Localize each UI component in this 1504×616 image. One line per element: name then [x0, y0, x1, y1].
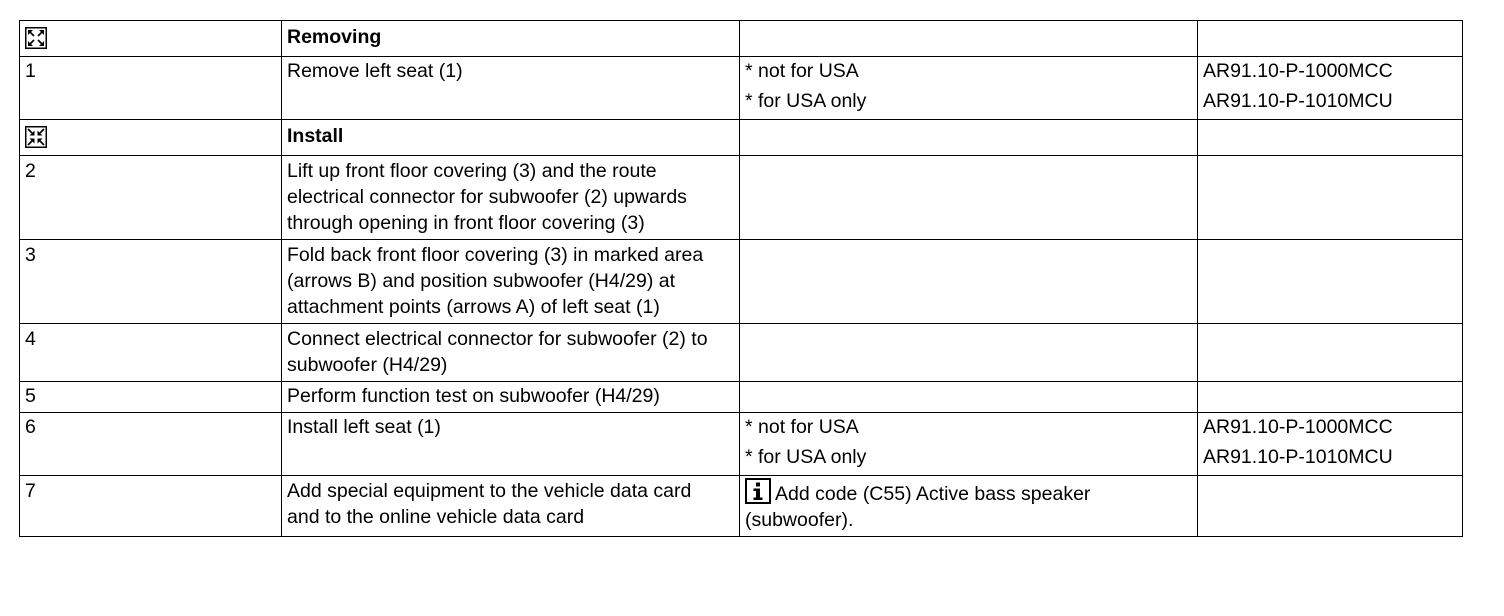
step-number: 1 [20, 57, 282, 120]
step-number: 6 [20, 413, 282, 476]
empty-cell [1198, 476, 1463, 537]
note-line: * not for USA [745, 416, 859, 438]
step-number: 5 [20, 382, 282, 413]
table-row [20, 413, 1463, 476]
step-number: 4 [20, 324, 282, 382]
section-title: Install [282, 120, 740, 156]
table-row [20, 324, 1463, 382]
section-header-install [20, 120, 1463, 156]
step-number: 2 [20, 156, 282, 240]
step-notes [740, 413, 1198, 476]
reference-link[interactable]: AR91.10-P-1010MCU [1203, 90, 1393, 112]
empty-cell [740, 21, 1198, 57]
step-notes [740, 57, 1198, 120]
note-line: * for USA only [745, 90, 867, 112]
step-text: Add special equipment to the vehicle data card and to the online vehicle data card [282, 476, 740, 537]
note-line: * for USA only [745, 446, 867, 468]
expand-arrows-icon [25, 27, 47, 49]
step-text: Connect electrical connector for subwoofer (2) to subwoofer (H4/29) [282, 324, 740, 382]
table-row [20, 476, 1463, 537]
section-title: Removing [282, 21, 740, 57]
reference-link[interactable]: AR91.10-P-1000MCC [1203, 60, 1393, 82]
empty-cell [1198, 21, 1463, 57]
step-text: Remove left seat (1) [282, 57, 740, 120]
info-icon [745, 478, 771, 504]
step-text: Perform function test on subwoofer (H4/29) [282, 382, 740, 413]
section-header-removing [20, 21, 1463, 57]
step-text: Install left seat (1) [282, 413, 740, 476]
step-refs [1198, 57, 1463, 120]
table-row [20, 382, 1463, 413]
empty-cell [1198, 382, 1463, 413]
table-row [20, 156, 1463, 240]
reference-link[interactable]: AR91.10-P-1010MCU [1203, 446, 1393, 468]
empty-cell [1198, 324, 1463, 382]
step-number: 7 [20, 476, 282, 537]
table-row [20, 57, 1463, 120]
step-text: Lift up front floor covering (3) and the route electrical connector for subwoofer (2) upwards through opening in front floor covering (3) [282, 156, 740, 240]
empty-cell [1198, 240, 1463, 324]
reference-link[interactable]: AR91.10-P-1000MCC [1203, 416, 1393, 438]
step-number: 3 [20, 240, 282, 324]
collapse-arrows-icon [25, 126, 47, 148]
empty-cell [1198, 120, 1463, 156]
empty-cell [740, 240, 1198, 324]
note-line: * not for USA [745, 60, 859, 82]
empty-cell [740, 120, 1198, 156]
section-icon-cell [20, 120, 282, 156]
step-refs [1198, 413, 1463, 476]
step-info [740, 476, 1198, 537]
empty-cell [1198, 156, 1463, 240]
info-text: Add code (C55) Active bass speaker (subwoofer). [745, 483, 1091, 531]
procedure-table [19, 20, 1463, 537]
table-row [20, 240, 1463, 324]
section-icon-cell [20, 21, 282, 57]
empty-cell [740, 382, 1198, 413]
step-text: Fold back front floor covering (3) in marked area (arrows B) and position subwoofer (H4/29) at attachment points (arrows A) of left seat (1) [282, 240, 740, 324]
empty-cell [740, 156, 1198, 240]
empty-cell [740, 324, 1198, 382]
